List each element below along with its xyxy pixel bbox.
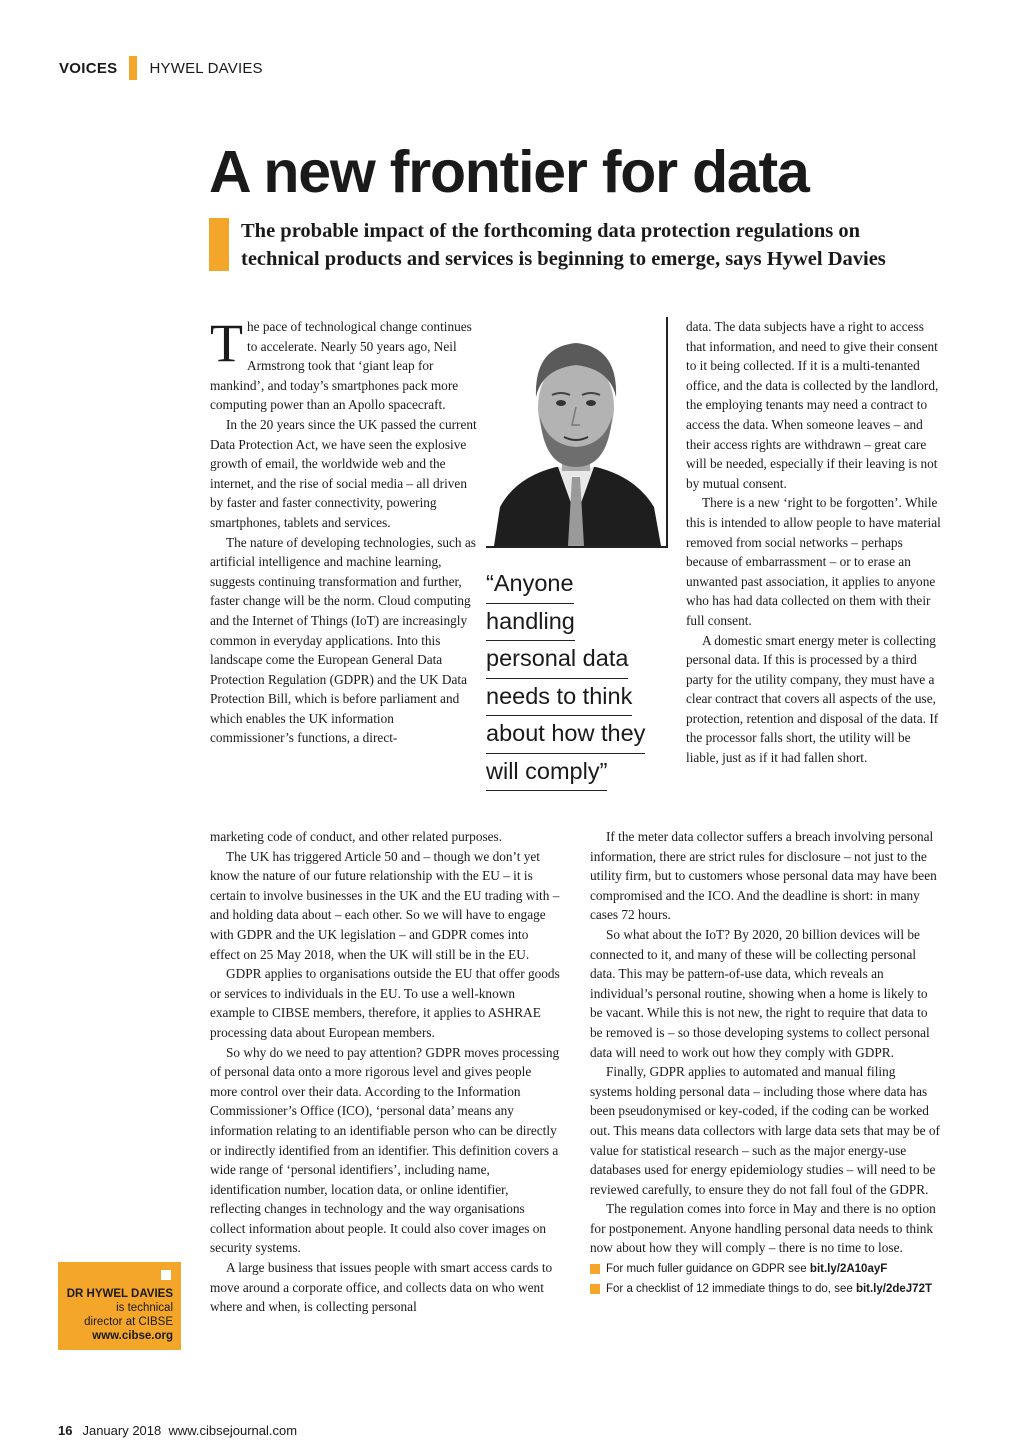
note-link[interactable]: bit.ly/2A10ayF <box>809 1263 888 1276</box>
further-reading-note <box>590 1281 940 1297</box>
paragraph: So why do we need to pay attention? GDPR moves processing of personal data onto a more rigorous level and gives people more control over their data. According to the Information Commissioner’s Office (ICO), ‘personal data’ means any information relating to an identifiable person who can be directly or indirectly identified from an identifier. This definition covers a wide range of ‘personal identifiers’, including name, identification number, location data, or online identifier, reflecting changes in technology and the way organisations collect information about people. It could also cover images on security systems. <box>210 1044 560 1256</box>
header-author: HYWEL DAVIES <box>149 59 263 77</box>
note-link[interactable]: bit.ly/2deJ72T <box>855 1283 932 1296</box>
paragraph: If the meter data collector suffers a breach involving personal information, there are strict rules for disclosure – not just to the utility firm, but to customers whose personal data may have been compromised and the ICO. And the deadline is short: in many cases 72 hours. <box>590 829 937 923</box>
bio-line: is technical <box>116 1302 173 1314</box>
further-reading-note <box>590 1261 940 1277</box>
drop-cap: T <box>210 313 243 373</box>
paragraph: Finally, GDPR applies to automated and manual filing systems holding personal data – including those where data has been pseudonymised or key-coded, if the coding can be worked out. This means data collectors with large data sets that may be of value for statistical research – such as the major energy-use databases used for energy epidemiology studies – will need to be reviewed carefully, to ensure they do not fall foul of the GDPR. <box>590 1064 940 1197</box>
bio-url[interactable]: www.cibse.org <box>92 1330 173 1342</box>
bio-line: director at CIBSE <box>84 1316 173 1328</box>
pull-quote-line: handling <box>486 604 575 642</box>
pull-quote-line: personal data <box>486 641 628 679</box>
bullet-square-icon <box>590 1264 600 1274</box>
paragraph: In the 20 years since the UK passed the current Data Protection Act, we have seen the explosive growth of email, the worldwide web and the internet, and the rise of social media – all driven by faster and faster connectivity, powering smartphones, tablets and services. <box>210 416 477 530</box>
paragraph: marketing code of conduct, and other related purposes. <box>210 829 503 844</box>
paragraph: The nature of developing technologies, such as artificial intelligence and machine learning, suggests continuing transformation and further, faster change will be the norm. Cloud computing and the Internet of Things (IoT) are increasingly common in everyday applications. Into this landscape come the European General Data Protection Regulation (GDPR) and the UK Data Protection Bill, which is before parliament and which enables the UK information commissioner’s functions, a direct- <box>210 534 476 746</box>
page-footer <box>58 1423 297 1438</box>
note-text: For much fuller guidance on GDPR see <box>606 1263 807 1276</box>
header-accent-bar <box>129 56 137 80</box>
page-title: A new frontier for data <box>209 139 809 205</box>
paragraph-intro-text: he pace of technological change continues to accelerate. Nearly 50 years ago, Neil Armstrong took that ‘giant leap for mankind’, and today’s smartphones pack more computing power than an Apollo spacecraft. <box>210 319 472 413</box>
pull-quote <box>486 566 661 791</box>
paragraph: The UK has triggered Article 50 and – though we don’t yet know the nature of our future relationship with the EU – it is certain to involve businesses in the UK and the EU trading with – and holding data about – each other. So we will have to engage with GDPR and the UK legislation – and GDPR comes into effect on 25 May 2018, when the UK will still be in the EU. <box>210 848 560 962</box>
page-number: 16 <box>58 1423 73 1438</box>
bullet-square-icon <box>590 1284 600 1294</box>
paragraph-intro <box>210 313 480 415</box>
section-header <box>59 56 263 80</box>
standfirst-text: The probable impact of the forthcoming data protection regulations on technical products and services is beginning to emerge, says <box>241 220 860 270</box>
paragraph: So what about the IoT? By 2020, 20 billion devices will be connected to it, and many of these will be collecting personal data. This may be pattern-of-use data, which reveals an individual’s personal routine, showing when a home is likely to be vacant. While this is not new, the right to require that data to be removed is – so those developing systems to collect personal data will need to work out how they comply with GDPR. <box>590 926 930 1060</box>
author-photo <box>486 317 668 548</box>
paragraph: The regulation comes into force in May and there is no option for postponement. Anyone handling personal data needs to think now about how they will comply – there is no time to lose. <box>590 1201 936 1256</box>
footer-text: January 2018 www.cibsejournal.com <box>82 1423 298 1438</box>
author-portrait-image <box>486 317 666 546</box>
pull-quote-line: needs to think <box>486 679 632 717</box>
standfirst <box>241 217 931 273</box>
pull-quote-line: “Anyone <box>486 566 574 604</box>
author-bio-box <box>58 1262 181 1350</box>
paragraph: data. The data subjects have a right to access that information, and need to give their consent to it being collected. If it is a multi-tenanted office, and the data is collected by the landlord, the employing tenants may need a contract to access the data. When someone leaves – and their access rights are withdrawn – great care will be needed, especially if their leaving is not by mutual consent. <box>686 319 939 491</box>
paragraph: GDPR applies to organisations outside the EU that offer goods or services to individuals in the EU. To use a well-known example to CIBSE members, therefore, it applies to ASHRAE processing data about European members. <box>210 966 560 1040</box>
paragraph: There is a new ‘right to be forgotten’. While this is intended to allow people to have material removed from social networks – perhaps because of embarrassment – or to erase an unwanted past association, it applies to anyone who has had data collected on them with their full consent. <box>686 495 941 628</box>
standfirst-accent-bar <box>209 218 229 271</box>
paragraph: A large business that issues people with smart access cards to move around a corporate office, and collects data on who went where and when, is collecting personal <box>210 1260 553 1315</box>
article-column-right <box>590 827 940 1297</box>
standfirst-byline: Hywel Davies <box>766 248 886 270</box>
article-column-left <box>210 827 560 1317</box>
pull-quote-line: about how they <box>486 716 645 754</box>
section-label: VOICES <box>59 59 118 77</box>
pull-quote-line: will comply” <box>486 754 607 792</box>
article-column-top-right <box>686 317 942 768</box>
note-text: For a checklist of 12 immediate things to do, see <box>606 1283 853 1296</box>
bio-name: DR HYWEL DAVIES <box>66 1288 173 1300</box>
paragraph: A domestic smart energy meter is collecting personal data. If this is processed by a third party for the utility company, they must have a clear contract that covers all aspects of the use, protection, retention and disposal of the data. If the processor falls short, the utility will be liable, just as if it had fallen short. <box>686 632 939 766</box>
article-column-top-left <box>210 313 480 748</box>
bio-square-icon <box>161 1270 171 1280</box>
